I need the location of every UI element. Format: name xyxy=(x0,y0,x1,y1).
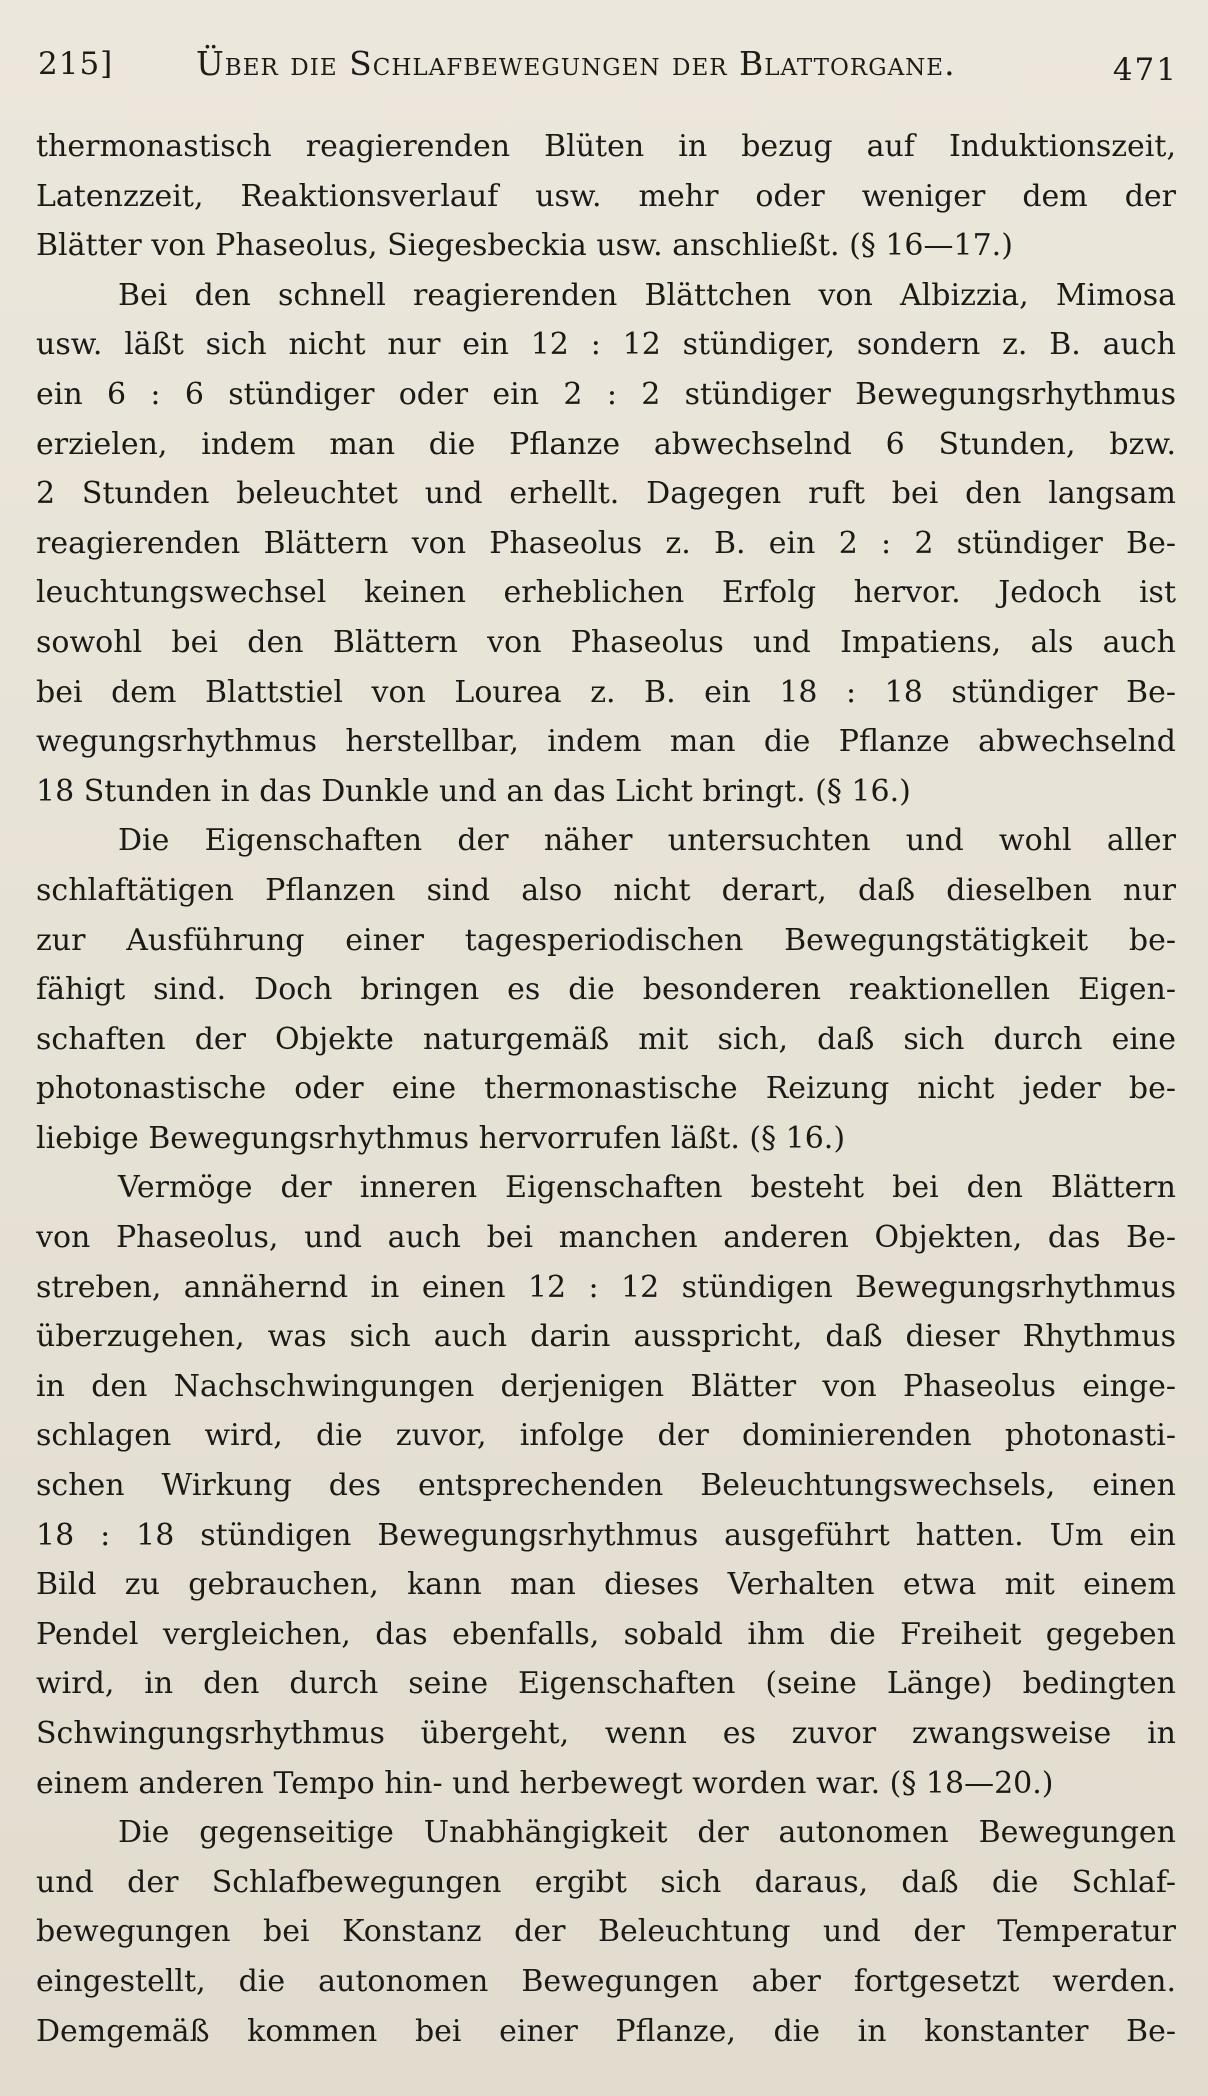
text-line: Blätter von Phaseolus, Siegesbeckia usw. anschließt. (§ 16—17.) xyxy=(36,228,1013,264)
text-line: 18 : 18 stündigen Bewegungsrhythmus ausgeführt hatten. Um ein xyxy=(36,1517,1176,1553)
text-line: Vermöge der inneren Eigenschaften besteht bei den Blättern xyxy=(118,1170,1176,1206)
text-line: schlaftätigen Pflanzen sind also nicht derart, daß dieselben nur xyxy=(36,872,1176,908)
text-line: erzielen, indem man die Pflanze abwechselnd 6 Stunden, bzw. xyxy=(36,426,1176,462)
text-line: überzugehen, was sich auch darin ausspricht, daß dieser Rhythmus xyxy=(36,1319,1176,1355)
text-line: photonastische oder eine thermonastische Reizung nicht jeder be- xyxy=(36,1071,1176,1107)
body-text xyxy=(36,122,1176,2056)
text-line: 18 Stunden in das Dunkle und an das Licht bringt. (§ 16.) xyxy=(36,773,911,809)
page-number: 471 xyxy=(1112,52,1178,88)
text-line: Bei den schnell reagierenden Blättchen von Albizzia, Mimosa xyxy=(118,277,1176,313)
text-line: bewegungen bei Konstanz der Beleuchtung und der Temperatur xyxy=(36,1914,1176,1950)
text-line: zur Ausführung einer tagesperiodischen Bewegungstätigkeit be- xyxy=(36,922,1176,958)
text-line: und der Schlafbewegungen ergibt sich daraus, daß die Schlaf- xyxy=(36,1864,1176,1900)
text-line: sowohl bei den Blättern von Phaseolus und Impatiens, als auch xyxy=(36,624,1176,660)
running-header xyxy=(38,38,1178,98)
text-line: schaften der Objekte naturgemäß mit sich, daß sich durch eine xyxy=(36,1021,1176,1057)
text-line: ein 6 : 6 stündiger oder ein 2 : 2 stündiger Bewegungsrhythmus xyxy=(36,376,1176,412)
text-line: streben, annähernd in einen 12 : 12 stündigen Bewegungsrhythmus xyxy=(36,1269,1176,1305)
running-title: Über die Schlafbewegungen der Blattorgane. xyxy=(196,44,956,83)
text-line: einem anderen Tempo hin- und herbewegt worden war. (§ 18—20.) xyxy=(36,1765,1054,1801)
text-line: usw. läßt sich nicht nur ein 12 : 12 stündiger, sondern z. B. auch xyxy=(36,327,1176,363)
text-line: schlagen wird, die zuvor, infolge der dominierenden photonasti- xyxy=(36,1418,1176,1454)
text-line: fähigt sind. Doch bringen es die besonderen reaktionellen Eigen- xyxy=(36,972,1176,1008)
text-line: schen Wirkung des entsprechenden Beleuchtungswechsels, einen xyxy=(36,1468,1176,1504)
text-line: reagierenden Blättern von Phaseolus z. B. ein 2 : 2 stündiger Be- xyxy=(36,525,1176,561)
text-line: bei dem Blattstiel von Lourea z. B. ein 18 : 18 stündiger Be- xyxy=(36,674,1176,710)
text-line: Schwingungsrhythmus übergeht, wenn es zuvor zwangsweise in xyxy=(36,1716,1176,1751)
text-line: Demgemäß kommen bei einer Pflanze, die in konstanter Be- xyxy=(36,2013,1176,2049)
text-line: liebige Bewegungsrhythmus hervorrufen läßt. (§ 16.) xyxy=(36,1120,846,1156)
text-line: Latenzzeit, Reaktionsverlauf usw. mehr oder weniger dem der xyxy=(36,178,1176,214)
text-line: in den Nachschwingungen derjenigen Blätter von Phaseolus einge- xyxy=(36,1368,1176,1404)
text-line: Bild zu gebrauchen, kann man dieses Verhalten etwa mit einem xyxy=(36,1567,1176,1603)
text-line: wird, in den durch seine Eigenschaften (seine Länge) bedingten xyxy=(36,1666,1176,1702)
text-line: leuchtungswechsel keinen erheblichen Erfolg hervor. Jedoch ist xyxy=(36,575,1176,611)
section-number: 215] xyxy=(38,46,114,82)
text-line: Pendel vergleichen, das ebenfalls, sobald ihm die Freiheit gegeben xyxy=(36,1616,1176,1652)
text-line: 2 Stunden beleuchtet und erhellt. Dagegen ruft bei den langsam xyxy=(36,476,1176,512)
text-line: Die Eigenschaften der näher untersuchten und wohl aller xyxy=(118,823,1176,859)
text-line: von Phaseolus, und auch bei manchen anderen Objekten, das Be- xyxy=(36,1220,1176,1256)
text-line: wegungsrhythmus herstellbar, indem man die Pflanze abwechselnd xyxy=(36,724,1176,760)
text-line: Die gegenseitige Unabhängigkeit der autonomen Bewegungen xyxy=(118,1815,1176,1851)
text-line: thermonastisch reagierenden Blüten in bezug auf Induktionszeit, xyxy=(36,129,1176,164)
text-line: eingestellt, die autonomen Bewegungen aber fortgesetzt werden. xyxy=(36,1963,1176,1999)
